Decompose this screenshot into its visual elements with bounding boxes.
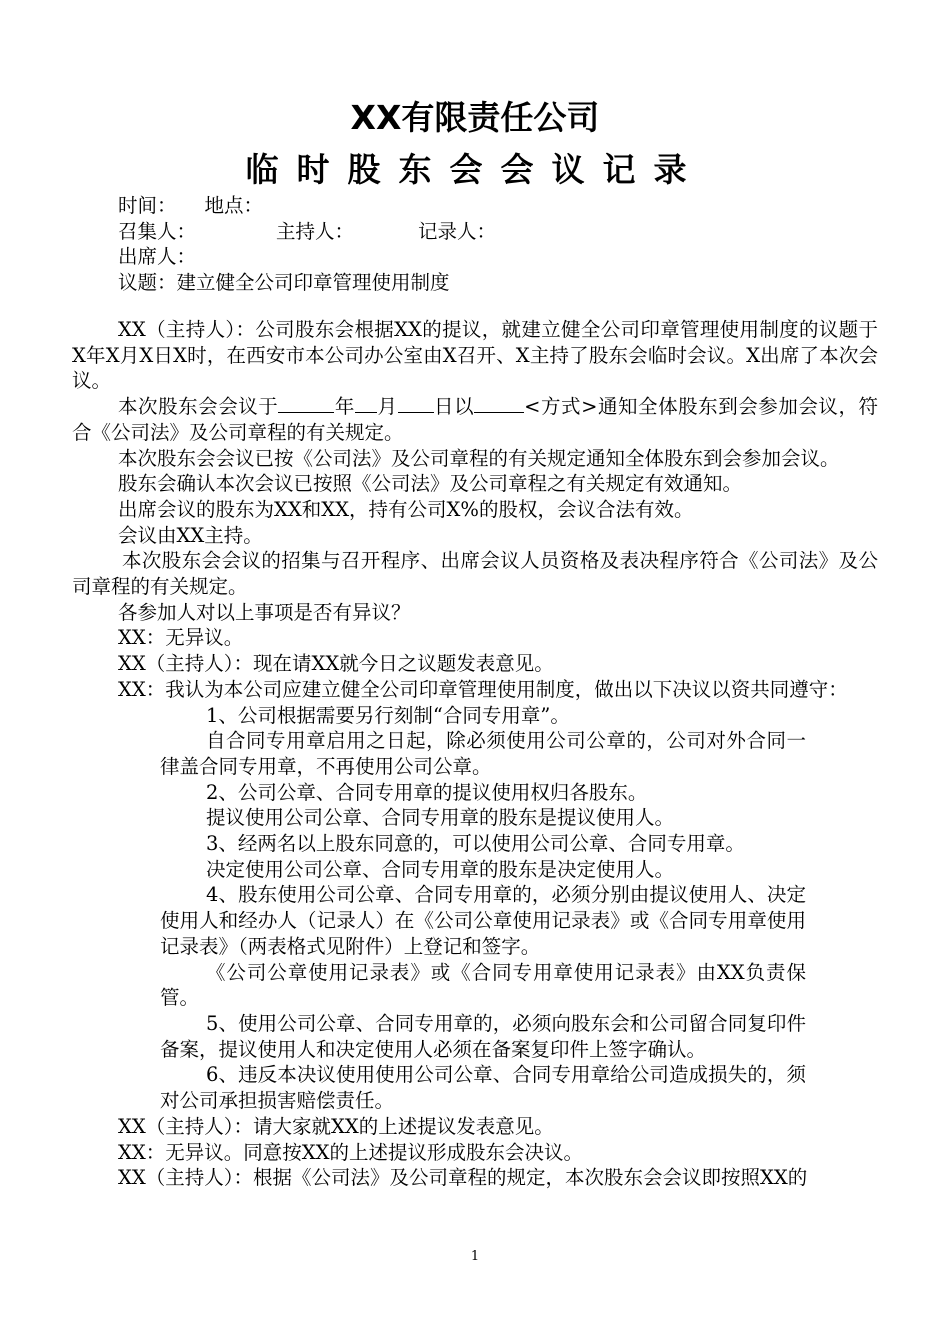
paragraph-no-objection: XX：无异议。 <box>118 626 244 650</box>
convener-row <box>118 219 878 245</box>
paragraph-proposal: XX：我认为本公司应建立健全公司印章管理使用制度，做出以下决议以资共同遵守： <box>118 677 848 701</box>
resolution-item: 《公司公章使用记录表》或《合同专用章使用记录表》由XX负责保管。 <box>160 960 806 1010</box>
minutes-body <box>72 317 878 1191</box>
paragraph-conclusion: XX（主持人）：根据《公司法》及公司章程的规定，本次股东会会议即按照XX的 <box>118 1166 808 1190</box>
paragraph-invite: XX（主持人）：现在请XX就今日之议题发表意见。 <box>118 652 554 676</box>
paragraph-opening: XX（主持人）：公司股东会根据XX的提议，就建立健全公司印章管理使用制度的议题于X年X月X日X时，在西安市本公司办公室由X召开、X主持了股东会临时会议。X出席了本次会议。 <box>72 318 878 393</box>
topic-row <box>118 270 878 296</box>
paragraph-procedure: 本次股东会会议的招集与召开程序、出席会议人员资格及表决程序符合《公司法》及公司章程的有关规定。 <box>72 549 878 599</box>
paragraph-agree: XX：无异议。同意按XX的上述提议形成股东会决议。 <box>118 1140 584 1164</box>
attendees-row <box>118 244 878 270</box>
paragraph-request-opinion: XX（主持人）：请大家就XX的上述提议发表意见。 <box>118 1114 554 1138</box>
time-label: 时间： <box>118 194 177 217</box>
resolution-item: 决定使用公司公章、合同专用章的股东是决定使用人。 <box>206 857 675 881</box>
convener-label: 召集人： <box>118 219 197 243</box>
resolution-item: 3、经两名以上股东同意的，可以使用公司公章、合同专用章。 <box>206 832 745 856</box>
resolution-item: 2、公司公章、合同专用章的提议使用权归各股东。 <box>206 780 648 804</box>
time-place-row <box>118 193 878 219</box>
resolution-item: 提议使用公司公章、合同专用章的股东是提议使用人。 <box>206 806 675 830</box>
document-title: 临时股东会会议记录 <box>245 150 705 189</box>
recorder-label: 记录人： <box>418 219 497 243</box>
resolution-item: 4、股东使用公司公章、合同专用章的，必须分别由提议使用人、决定使用人和经办人（记录人）在《公司公章使用记录表》或《合同专用章使用记录表》（两表格式见附件）上登记和签字。 <box>160 883 806 958</box>
paragraph-notice-date: 本次股东会会议于 年 月 日以 <方式>通知全体股东到会参加会议，符合《公司法》及公司章程的有关规定。 <box>72 395 878 444</box>
paragraph-host: 会议由XX主持。 <box>118 523 263 547</box>
host-label: 主持人： <box>276 219 355 243</box>
resolution-list <box>160 703 806 1114</box>
paragraph-notice: 本次股东会会议已按《公司法》及公司章程的有关规定通知全体股东到会参加会议。 <box>118 446 840 470</box>
page-number: 1 <box>470 1249 480 1264</box>
paragraph-confirm: 股东会确认本次会议已按照《公司法》及公司章程之有关规定有效通知。 <box>118 472 743 496</box>
company-title: XX有限责任公司 <box>350 98 600 137</box>
resolution-item: 6、违反本决议使用使用公司公章、合同专用章给公司造成损失的，须对公司承担损害赔偿责任。 <box>160 1063 806 1113</box>
topic-text: 议题：建立健全公司印章管理使用制度 <box>118 271 450 295</box>
meeting-header <box>118 193 878 296</box>
paragraph-attendance: 出席会议的股东为XX和XX，持有公司X%的股权，会议合法有效。 <box>118 497 694 521</box>
resolution-item: 5、使用公司公章、合同专用章的，必须向股东会和公司留合同复印件备案，提议使用人和决定使用人必须在备案复印件上签字确认。 <box>160 1011 806 1061</box>
attendees-label: 出席人： <box>118 245 197 269</box>
paragraph-question: 各参加人对以上事项是否有异议？ <box>118 600 411 624</box>
place-label: 地点： <box>204 194 264 217</box>
resolution-item: 1、公司根据需要另行刻制“合同专用章”。 <box>206 703 570 727</box>
resolution-item: 自合同专用章启用之日起，除必须使用公司公章的，公司对外合同一律盖合同专用章，不再使用公司公章。 <box>160 729 806 778</box>
